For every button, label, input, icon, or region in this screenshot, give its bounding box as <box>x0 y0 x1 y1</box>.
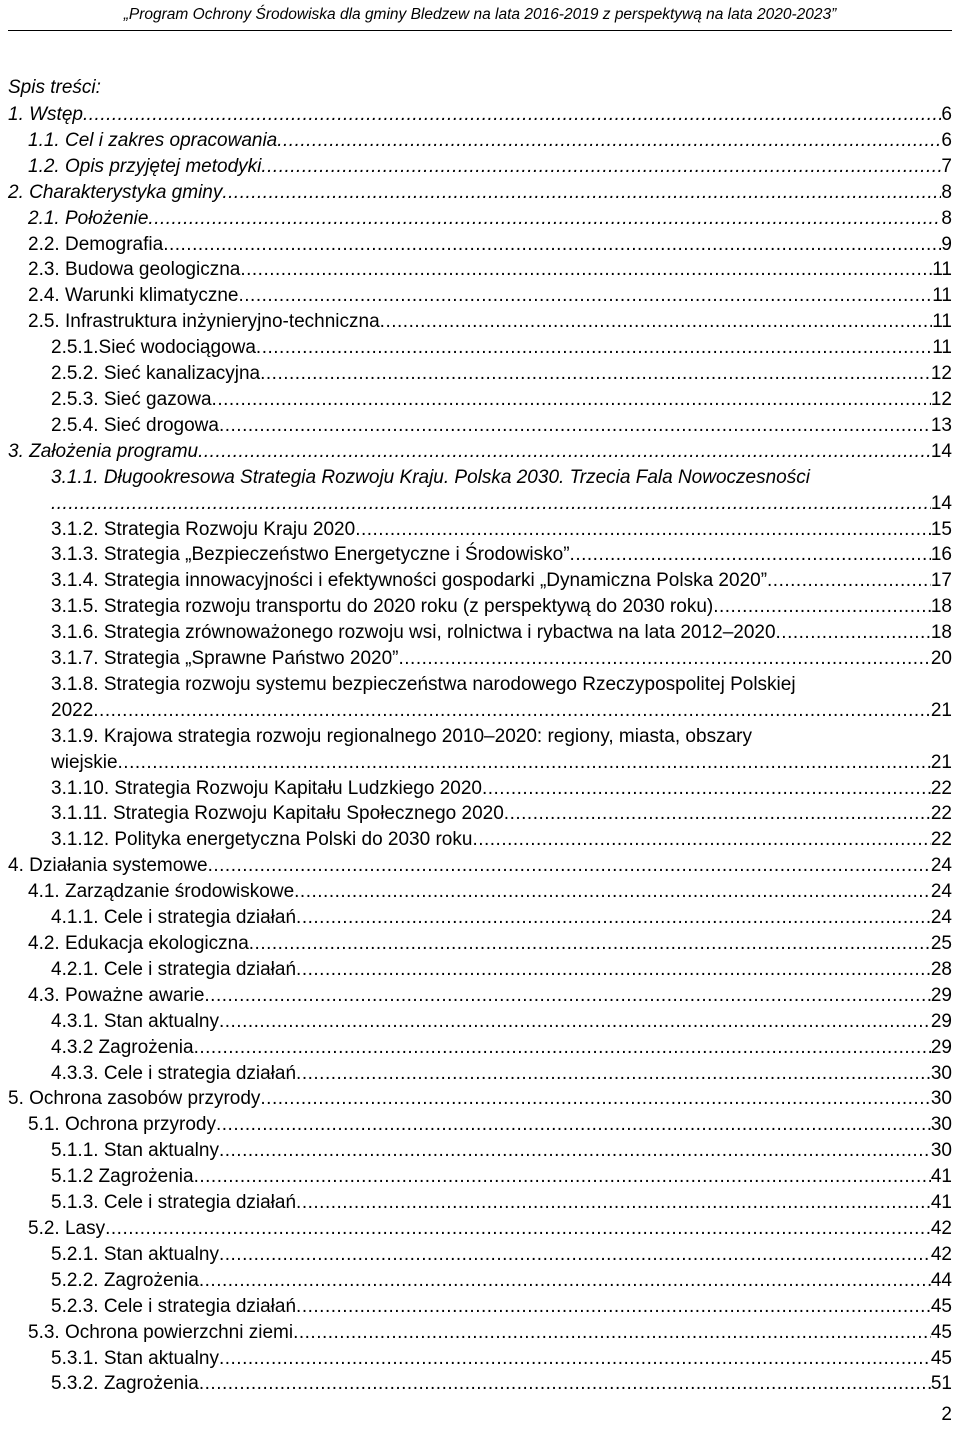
toc-entry[interactable] <box>8 232 952 258</box>
header-divider <box>8 30 952 31</box>
dot-leader <box>380 309 933 335</box>
dot-leader <box>219 413 931 439</box>
toc-entry-label: 3.1.7. Strategia „Sprawne Państwo 2020” <box>51 648 399 670</box>
dot-leader <box>261 154 941 180</box>
dot-leader <box>219 1009 931 1035</box>
toc-entry[interactable] <box>8 1138 952 1164</box>
dot-leader <box>260 361 931 387</box>
toc-entry[interactable] <box>8 1216 952 1242</box>
dot-leader <box>767 568 931 594</box>
toc-entry-page: 29 <box>930 1010 952 1032</box>
toc-entry-label: 5.3.2. Zagrożenia <box>51 1373 199 1395</box>
dot-leader <box>249 931 931 957</box>
toc-entry-page: 11 <box>932 311 952 333</box>
toc-entry-label: 4.1. Zarządzanie środowiskowe <box>28 881 295 903</box>
dot-leader <box>504 801 931 827</box>
toc-entry-page: 17 <box>930 570 952 592</box>
toc-entry[interactable] <box>8 335 952 361</box>
dot-leader <box>240 257 932 283</box>
dot-leader <box>296 1061 931 1087</box>
toc-entry-label: 3.1.5. Strategia rozwoju transportu do 2020 roku (z perspektywą do 2030 roku) <box>51 596 714 618</box>
toc-entry-label: 2.2. Demografia <box>28 233 164 255</box>
toc-entry-page: 29 <box>930 1036 952 1058</box>
toc-entry-label-continued: 2022 <box>51 699 94 721</box>
toc-entry-page: 45 <box>930 1347 952 1369</box>
toc-entry-page: 18 <box>930 622 952 644</box>
dot-leader <box>198 439 931 465</box>
toc-entry-page: 24 <box>930 907 952 929</box>
toc-entry[interactable] <box>8 361 952 387</box>
toc-entry-label: 2.1. Położenie <box>28 207 149 229</box>
toc-entry[interactable] <box>8 1009 952 1035</box>
toc-entry[interactable] <box>8 776 952 802</box>
toc-entry[interactable] <box>8 154 952 180</box>
toc-entry-label: 2.5.4. Sieć drogowa <box>51 414 219 436</box>
dot-leader <box>93 698 931 724</box>
toc-entry-label: 2.3. Budowa geologiczna <box>28 259 241 281</box>
toc-entry-page: 16 <box>930 544 952 566</box>
dot-leader <box>204 983 930 1009</box>
toc-entry-page: 42 <box>930 1217 952 1239</box>
toc-entry-label: 5.3. Ochrona powierzchni ziemi <box>28 1321 294 1343</box>
toc-entry-label: 5.1. Ochrona przyrody <box>28 1114 216 1136</box>
toc-entry-page: 9 <box>941 233 952 255</box>
dot-leader <box>222 180 941 206</box>
toc-entry-page: 12 <box>930 388 952 410</box>
toc-entry-label: 4.3. Poważne awarie <box>28 984 205 1006</box>
toc-entry-page: 29 <box>930 984 952 1006</box>
dot-leader <box>219 1346 931 1372</box>
dot-leader <box>216 1112 931 1138</box>
toc-entry-label: 5.1.2 Zagrożenia <box>51 1166 194 1188</box>
dot-leader <box>296 1294 931 1320</box>
toc-entry[interactable] <box>8 905 952 931</box>
dot-leader <box>296 905 931 931</box>
toc-entry[interactable] <box>8 102 952 128</box>
toc-entry[interactable] <box>8 931 952 957</box>
toc-entry-page: 22 <box>930 829 952 851</box>
toc-entry-label-continued: wiejskie <box>51 751 118 773</box>
toc-entry[interactable] <box>8 1035 952 1061</box>
toc-entry-label: 2.4. Warunki klimatyczne <box>28 285 239 307</box>
toc-entry-label: 4.2. Edukacja ekologiczna <box>28 933 249 954</box>
dot-leader <box>219 1138 931 1164</box>
page-number: 2 <box>941 1404 952 1425</box>
toc-entry-label: 5. Ochrona zasobów przyrody <box>8 1088 261 1110</box>
toc-entry-label: 3.1.2. Strategia Rozwoju Kraju 2020 <box>51 518 356 540</box>
toc-entry[interactable] <box>8 1371 952 1397</box>
toc-entry[interactable] <box>8 1086 952 1112</box>
toc-entry-page: 15 <box>930 518 952 540</box>
toc-entry[interactable] <box>8 413 952 439</box>
toc-entry-page: 30 <box>930 1088 952 1110</box>
dot-leader <box>194 1035 931 1061</box>
toc-entry[interactable] <box>8 542 952 568</box>
toc-entry[interactable] <box>8 724 952 776</box>
toc-entry-label: 4.2.1. Cele i strategia działań <box>51 958 297 980</box>
toc-entry-page: 22 <box>930 777 952 799</box>
toc-entry[interactable] <box>8 983 952 1009</box>
toc-entry-page: 7 <box>941 155 952 177</box>
toc-entry-label: 3.1.10. Strategia Rozwoju Kapitału Ludzkiego 2020 <box>51 777 482 799</box>
toc-entry-label: 1. Wstęp <box>8 104 83 125</box>
toc-entry-label: 4.3.2 Zagrożenia <box>51 1036 194 1058</box>
toc-entry[interactable] <box>8 1061 952 1087</box>
toc-entry[interactable] <box>8 1112 952 1138</box>
dot-leader <box>277 128 941 154</box>
toc-entry-label: 5.2.3. Cele i strategia działań <box>51 1295 297 1317</box>
toc-entry-page: 25 <box>930 933 952 954</box>
toc-entry-label: 5.1.1. Stan aktualny <box>51 1140 219 1162</box>
toc-entry[interactable] <box>8 517 952 543</box>
toc-entry-label: 3.1.4. Strategia innowacyjności i efektywności gospodarki „Dynamiczna Polska 2020” <box>51 570 768 592</box>
toc-entry-label: 4.3.3. Cele i strategia działań <box>51 1062 297 1084</box>
toc-entry-page: 21 <box>930 751 952 773</box>
dot-leader <box>256 335 932 361</box>
dot-leader <box>398 646 930 672</box>
toc-entry-page: 6 <box>941 104 952 125</box>
toc-entry-label: 5.2.2. Zagrożenia <box>51 1269 199 1291</box>
dot-leader <box>51 491 931 517</box>
toc-entry-label: 5.2.1. Stan aktualny <box>51 1243 219 1265</box>
dot-leader <box>212 387 931 413</box>
toc-entry-label: 2. Charakterystyka gminy <box>8 181 223 203</box>
toc-entry-label: 3.1.8. Strategia rozwoju systemu bezpieczeństwa narodowego Rzeczypospolitej Polskiej <box>51 673 796 695</box>
toc-entry-label: 4.1.1. Cele i strategia działań <box>51 907 297 929</box>
toc-entry[interactable] <box>8 206 952 232</box>
toc-entry-page: 51 <box>930 1373 952 1395</box>
toc-entry-label: 3.1.12. Polityka energetyczna Polski do 2030 roku <box>51 829 473 851</box>
dot-leader <box>208 853 931 879</box>
toc-entry[interactable] <box>8 1268 952 1294</box>
toc-entry-page: 28 <box>930 958 952 980</box>
toc-entry-label: 3.1.3. Strategia „Bezpieczeństwo Energetyczne i Środowisko” <box>51 544 570 566</box>
toc-entry-page: 24 <box>930 855 952 877</box>
toc-entry-page: 11 <box>932 285 952 307</box>
toc-entry-page: 11 <box>932 337 952 359</box>
toc-entry-page: 30 <box>930 1062 952 1084</box>
toc-entry[interactable] <box>8 283 952 309</box>
dot-leader <box>118 750 931 776</box>
toc-entry-label: 2.5. Infrastruktura inżynieryjno-techniczna <box>28 311 380 333</box>
toc-entry[interactable] <box>8 801 952 827</box>
dot-leader <box>194 1164 931 1190</box>
toc-entry[interactable] <box>8 257 952 283</box>
toc-entry-label: 3. Założenia programu <box>8 440 199 462</box>
toc-entry-label: 3.1.6. Strategia zrównoważonego rozwoju wsi, rolnictwa i rybactwa na lata 2012–2020 <box>51 622 776 644</box>
toc-entry[interactable] <box>8 1320 952 1346</box>
toc-entry-page: 22 <box>930 803 952 825</box>
toc-entry-page: 6 <box>941 129 952 151</box>
dot-leader <box>219 1242 931 1268</box>
toc-entry[interactable] <box>8 594 952 620</box>
toc-entry[interactable] <box>8 879 952 905</box>
toc-entry[interactable] <box>8 620 952 646</box>
toc-entry[interactable] <box>8 128 952 154</box>
toc-entry[interactable] <box>8 827 952 853</box>
toc-entry[interactable] <box>8 1294 952 1320</box>
toc-entry-page: 44 <box>930 1269 952 1291</box>
toc-entry-page: 12 <box>930 363 952 385</box>
toc-entry[interactable] <box>8 465 952 517</box>
toc-entry-page: 8 <box>941 207 952 229</box>
dot-leader <box>296 1190 931 1216</box>
toc-entry-page: 45 <box>930 1321 952 1343</box>
toc-entry[interactable] <box>8 672 952 724</box>
toc-entry-page: 11 <box>932 259 952 281</box>
toc-entry-label: 3.1.1. Długookresowa Strategia Rozwoju Kraju. Polska 2030. Trzecia Fala Nowoczesności <box>51 466 810 488</box>
dot-leader <box>238 283 932 309</box>
toc-entry-page: 14 <box>930 492 952 514</box>
toc-entry-page: 21 <box>930 699 952 721</box>
toc-entry-label: 5.2. Lasy <box>28 1217 106 1239</box>
toc-entry-label: 2.5.1.Sieć wodociągowa <box>51 337 256 359</box>
toc-entry-page: 18 <box>930 596 952 618</box>
dot-leader <box>713 594 931 620</box>
toc-entry-label: 4.3.1. Stan aktualny <box>51 1010 219 1032</box>
toc-entry[interactable] <box>8 957 952 983</box>
dot-leader <box>294 879 931 905</box>
toc-entry[interactable] <box>8 309 952 335</box>
dot-leader <box>482 776 931 802</box>
toc-entry-page: 42 <box>930 1243 952 1265</box>
toc-entry-page: 13 <box>930 414 952 436</box>
toc-entry[interactable] <box>8 1164 952 1190</box>
toc-entry-page: 41 <box>930 1166 952 1188</box>
toc-entry-label: 5.1.3. Cele i strategia działań <box>51 1192 297 1214</box>
dot-leader <box>148 206 941 232</box>
toc-title: Spis treści: <box>8 77 101 98</box>
toc-entry-page: 30 <box>930 1140 952 1162</box>
dot-leader <box>355 517 931 543</box>
dot-leader <box>472 827 930 853</box>
toc-entry-label: 2.5.3. Sieć gazowa <box>51 388 212 410</box>
toc-entry-page: 24 <box>930 881 952 903</box>
toc-entry-label: 2.5.2. Sieć kanalizacyjna <box>51 363 261 385</box>
toc-entry[interactable] <box>8 1190 952 1216</box>
dot-leader <box>296 957 931 983</box>
toc-entry-label: 1.2. Opis przyjętej metodyki <box>28 155 262 177</box>
document-header: „Program Ochrony Środowiska dla gminy Bledzew na lata 2016-2019 z perspektywą na lata 2020-2023” <box>123 6 837 23</box>
toc-entry[interactable] <box>8 853 952 879</box>
toc-entry[interactable] <box>8 568 952 594</box>
dot-leader <box>83 102 941 128</box>
toc-entry-page: 14 <box>930 440 952 462</box>
dot-leader <box>570 542 931 568</box>
toc-entry-page: 20 <box>930 648 952 670</box>
dot-leader <box>199 1371 931 1397</box>
toc-entry-label: 4. Działania systemowe <box>8 855 208 877</box>
toc-entry-label: 3.1.9. Krajowa strategia rozwoju regionalnego 2010–2020: regiony, miasta, obszary <box>51 725 752 747</box>
table-of-contents <box>8 102 952 1397</box>
dot-leader <box>260 1086 930 1112</box>
toc-entry[interactable] <box>8 439 952 465</box>
dot-leader <box>105 1216 931 1242</box>
toc-entry-page: 30 <box>930 1114 952 1136</box>
dot-leader <box>163 232 941 258</box>
toc-entry[interactable] <box>8 1242 952 1268</box>
toc-entry-page: 41 <box>930 1192 952 1214</box>
dot-leader <box>776 620 931 646</box>
toc-entry-label: 3.1.11. Strategia Rozwoju Kapitału Społecznego 2020 <box>51 803 504 825</box>
dot-leader <box>293 1320 931 1346</box>
dot-leader <box>199 1268 931 1294</box>
toc-entry[interactable] <box>8 646 952 672</box>
toc-entry-page: 45 <box>930 1295 952 1317</box>
toc-entry[interactable] <box>8 180 952 206</box>
toc-entry[interactable] <box>8 1346 952 1372</box>
toc-entry-page: 8 <box>941 181 952 203</box>
toc-entry-label: 5.3.1. Stan aktualny <box>51 1347 219 1369</box>
toc-entry-label: 1.1. Cel i zakres opracowania <box>28 129 278 151</box>
toc-entry[interactable] <box>8 387 952 413</box>
